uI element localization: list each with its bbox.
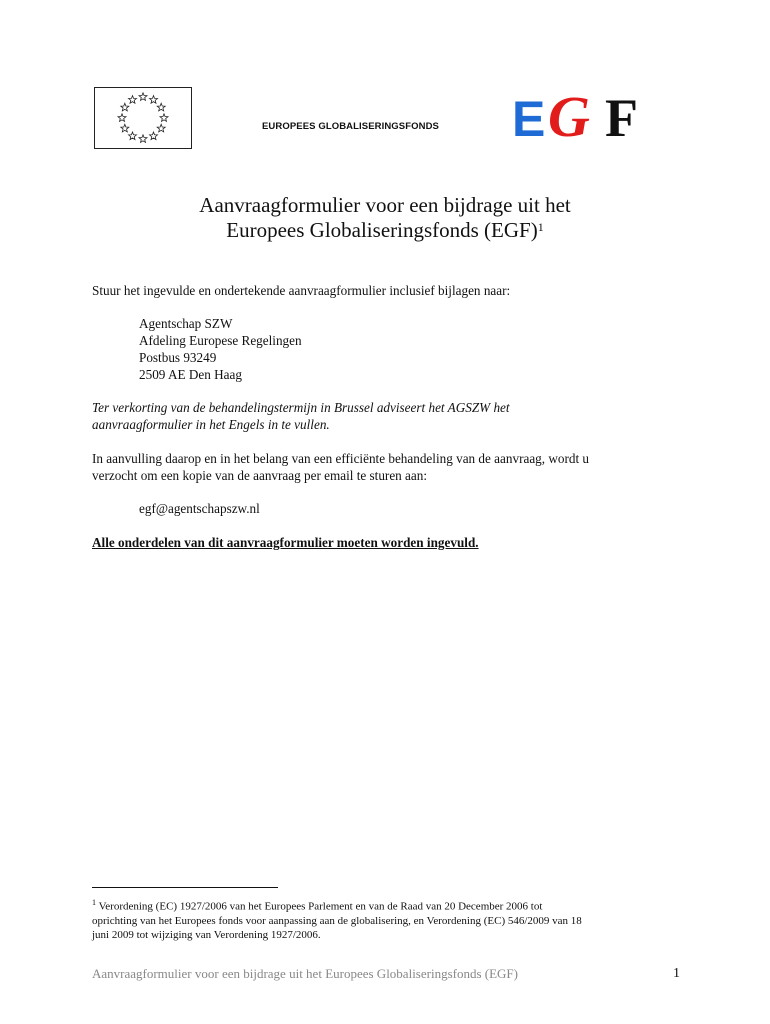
running-footer-title: Aanvraagformulier voor een bijdrage uit het Europees Globaliseringsfonds (EGF): [92, 966, 518, 981]
footnote-line-2: oprichting van het Europees fonds voor aanpassing aan de globalisering, en Verordening (EC) 546/2009 van 18: [92, 914, 582, 927]
egf-logo: [510, 90, 670, 140]
eu-star-icon: [160, 114, 168, 122]
address-line: Postbus 93249: [139, 350, 217, 365]
footnote-line-1: [92, 896, 682, 914]
eu-flag-logo: [94, 87, 192, 149]
eu-star-icon: [150, 96, 158, 104]
eu-star-icon: [150, 132, 158, 140]
page-number: 1: [673, 966, 680, 981]
eu-star-icon: [139, 135, 147, 143]
eu-star-icon: [121, 103, 129, 111]
eu-star-icon: [129, 96, 137, 104]
egf-logo-g: G: [548, 90, 590, 140]
footnote-divider: [92, 887, 278, 888]
send-instruction: Stuur het ingevulde en ondertekende aanvraagformulier inclusief bijlagen naar:: [92, 283, 511, 298]
fund-label: EUROPEES GLOBALISERINGSFONDS: [262, 121, 439, 132]
footnote-line-3: juni 2009 tot wijziging van Verordening 1927/2006.: [92, 928, 321, 941]
mandatory-notice: Alle onderdelen van dit aanvraagformulier moeten worden ingevuld.: [92, 535, 479, 550]
eu-star-icon: [157, 103, 165, 111]
eu-star-icon: [118, 114, 126, 122]
contact-email[interactable]: egf@agentschapszw.nl: [139, 501, 260, 516]
email-request: [92, 450, 692, 484]
address-line: 2509 AE Den Haag: [139, 367, 242, 382]
egf-logo-e: E: [512, 91, 546, 140]
title-line-2: [0, 218, 770, 243]
footnote-text-1: Verordening (EC) 1927/2006 van het Europees Parlement en van de Raad van 20 December 2006 tot: [98, 900, 543, 913]
eu-star-icon: [121, 124, 129, 132]
address-line: Afdeling Europese Regelingen: [139, 333, 302, 348]
language-advice-note: [92, 399, 692, 433]
title-line-2-text: Europees Globaliseringsfonds (EGF): [226, 218, 538, 242]
title-footnote-ref: 1: [537, 220, 544, 234]
document-title: [0, 193, 770, 243]
footnote: [92, 896, 682, 942]
email-request-line-2: verzocht om een kopie van de aanvraag per email te sturen aan:: [92, 468, 428, 483]
address-block: [139, 315, 302, 383]
eu-star-icon: [157, 124, 165, 132]
address-line: Agentschap SZW: [139, 316, 233, 331]
email-request-line-1: In aanvulling daarop en in het belang van een efficiënte behandeling van de aanvraag, wordt u: [92, 451, 590, 466]
language-advice-line-2: aanvraagformulier in het Engels in te vullen.: [92, 417, 330, 432]
eu-stars-icon: [95, 88, 191, 148]
eu-star-icon: [129, 132, 137, 140]
title-line-1: Aanvraagformulier voor een bijdrage uit het: [199, 193, 571, 217]
language-advice-line-1: Ter verkorting van de behandelingstermijn in Brussel adviseert het AGSZW het: [92, 400, 510, 415]
eu-star-icon: [139, 93, 147, 101]
egf-logo-f: F: [605, 90, 638, 140]
footnote-number: 1: [92, 898, 96, 907]
